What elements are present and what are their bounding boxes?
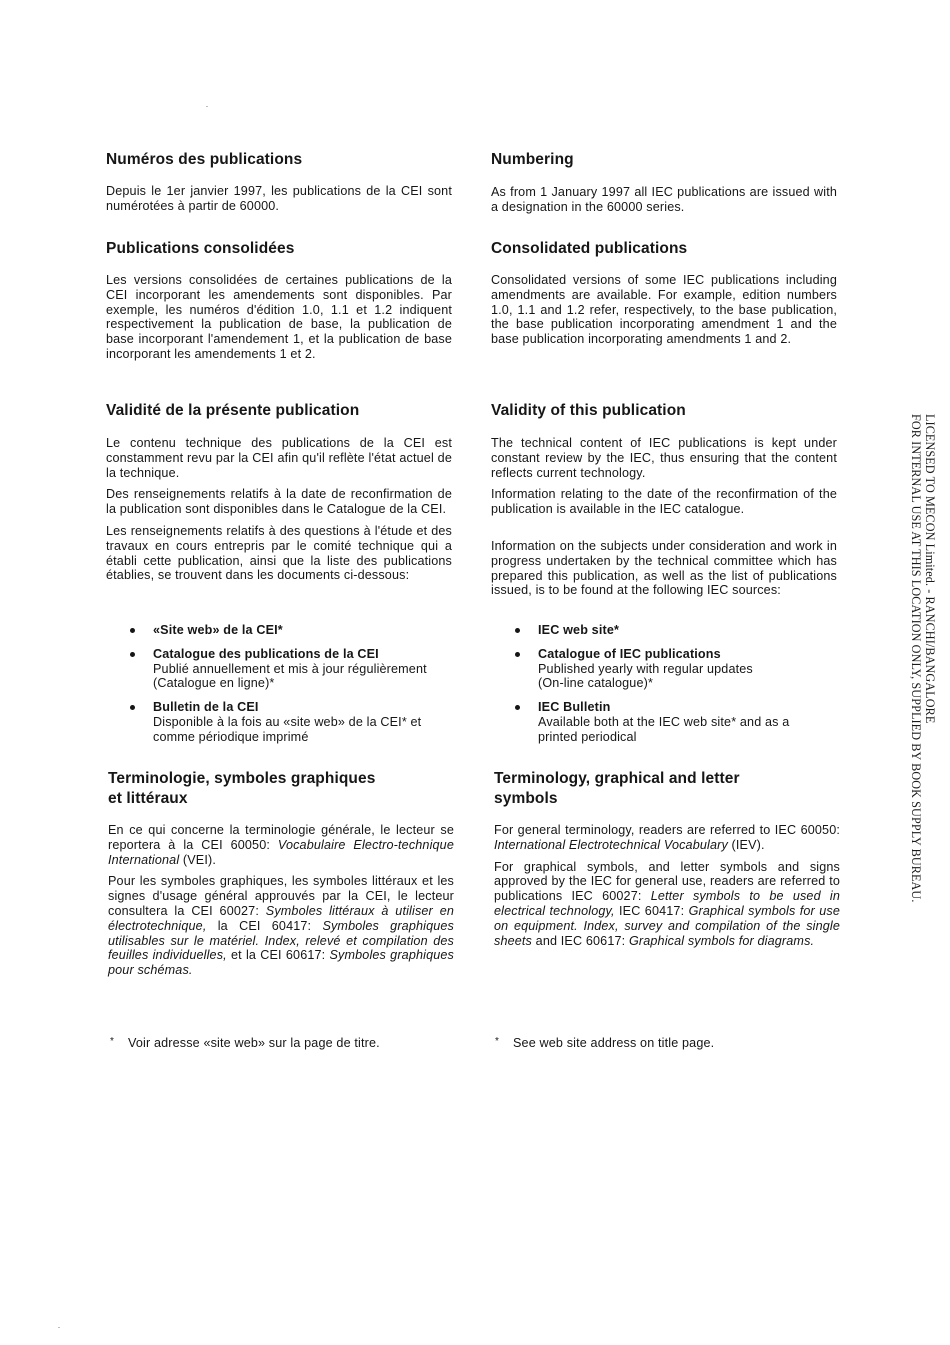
en-consolidated-text: Consolidated versions of some IEC publications including amendments are available. For example, edition numbers 1.0, 1.1 and 1.2 refer, respectively, to the base publication, the base publication incorporating amendment 1 and the base publication incorporating amendments 1 and 2. [491,273,837,347]
bullet-dot [515,705,520,710]
en-terminology-heading [494,769,840,809]
fr-footnote [110,1034,456,1051]
fr-validity-heading: Validité de la présente publication [106,402,360,419]
list-item [491,700,837,744]
scan-speck [206,106,208,107]
en-term-p1-c: (IEV). [727,837,765,852]
fr-source-desc: comme périodique imprimé [153,729,309,744]
en-validity-section [491,401,837,421]
en-sources-list [491,623,837,745]
en-footnote-text: See web site address on title page. [513,1036,715,1050]
fr-consolidated-section [106,239,452,259]
en-term-p2-a: For graphical symbols, and letter symbols and signs approved by the IEC for general use, readers are referred to publications IEC 60027: [494,859,840,904]
fr-term-p2-b: Symboles littéraux à utiliser en électrotechnique, [108,903,455,933]
list-item [106,700,452,744]
fr-validity-p2: Des renseignements relatifs à la date de reconfirmation de la publication sont disponibles dans le Catalogue de la CEI. [106,487,452,517]
fr-source-desc: (Catalogue en ligne)* [153,676,275,691]
en-numbering-heading: Numbering [491,151,574,168]
en-validity-heading: Validity of this publication [491,402,686,419]
fr-numbering-text: Depuis le 1er janvier 1997, les publications de la CEI sont numérotées à partir de 60000. [106,184,452,213]
fr-source-desc: Publié annuellement et mis à jour régulièrement [153,661,427,676]
en-footnote [495,1034,841,1051]
fr-consolidated-body [106,273,452,362]
bullet-dot [515,628,520,633]
fr-source-desc: Disponible à la fois au «site web» de la CEI* et [153,714,422,729]
en-validity-p2: Information relating to the date of the reconfirmation of the publication is available in the IEC catalogue. [491,487,837,517]
fr-terminology-heading-line2: et littéraux [108,790,188,807]
list-item [491,647,837,691]
en-validity-body [491,436,837,598]
footnote-marker: * [110,1036,115,1047]
en-terminology-heading-line1: Terminology, graphical and letter [494,770,740,787]
fr-validity-p1: Le contenu technique des publications de la CEI est constamment revu par la CEI afin qu'il reflète l'état actuel de la technique. [106,436,452,480]
en-terminology-p1 [494,823,840,853]
en-numbering-body [491,185,837,215]
en-numbering-text: As from 1 January 1997 all IEC publications are issued with a designation in the 60000 series. [491,185,837,214]
license-stamp [890,414,936,974]
en-source-desc: Available both at the IEC web site* and as a [538,714,790,729]
en-term-p2-c: IEC 60417: [614,903,689,918]
english-column [491,0,840,1100]
fr-numbering-section [106,150,452,170]
en-term-p2-b: Letter symbols to be used in electrical technology, [494,889,840,918]
en-source-title: Catalogue of IEC publications [538,646,721,661]
en-consolidated-body [491,273,837,347]
en-terminology-heading-line2: symbols [494,790,558,807]
fr-term-p2-e: et la CEI 60617: [226,948,330,963]
scan-speck [58,1327,60,1328]
fr-term-p2-c: la CEI 60417: [206,918,323,933]
fr-term-p2-d: Symboles graphiques utilisables sur le matériel. Index, relevé et compilation des feuilles individuelles, [108,918,454,963]
list-item [491,623,837,638]
en-terminology-p2 [494,860,840,949]
en-term-p1-a: For general terminology, readers are referred to IEC 60050: [494,823,840,837]
footnote-marker: * [495,1036,500,1047]
en-validity-p1: The technical content of IEC publications is kept under constant review by the IEC, thus ensuring that the content reflects current technology. [491,436,837,480]
bullet-dot [515,652,520,657]
fr-validity-body [106,436,452,583]
en-consolidated-heading: Consolidated publications [491,240,688,257]
fr-terminology-p1 [108,823,454,867]
fr-numbering-body [106,184,452,214]
en-validity-p3: Information on the subjects under consideration and work in progress undertaken by the technical committee which has prepared this publication, as well as the list of publications issued, is to be found at the following IEC sources: [491,538,837,598]
fr-term-p2-a: Pour les symboles graphiques, les symboles littéraux et les signes d'usage général approuvés par la CEI, le lecteur consultera la CEI 60027: [108,874,454,918]
en-term-p1-b: International Electrotechnical Vocabulary [494,837,728,852]
fr-terminology-section [108,769,454,809]
en-source-desc: printed periodical [538,729,637,744]
en-term-p2-f: Graphical symbols for diagrams. [628,933,815,948]
en-consolidated-section [491,239,837,259]
fr-sources-list [106,623,452,745]
en-numbering-section [491,150,837,170]
fr-term-p1-c: (VEI). [179,852,216,867]
en-term-p2-e: and IEC 60617: [532,933,629,948]
french-column [106,0,455,1100]
fr-validity-section [106,401,452,421]
fr-term-p1-b: Vocabulaire Electro-technique International [108,837,454,867]
fr-term-p1-a: En ce qui concerne la terminologie générale, le lecteur se reportera à la CEI 60050: [108,823,454,852]
fr-terminology-body [108,823,454,978]
list-item [106,647,452,691]
bullet-dot [130,628,135,633]
fr-terminology-heading-line1: Terminologie, symboles graphiques [108,770,376,787]
license-stamp-line1: LICENSED TO MECON Limited. - RANCHI/BANGALORE [923,414,937,724]
fr-terminology-p2 [108,874,454,978]
en-source-desc: Published yearly with regular updates [538,661,753,676]
en-source-desc: (On-line catalogue)* [538,676,654,691]
en-source-title: IEC web site* [538,623,620,637]
fr-footnote-text: Voir adresse «site web» sur la page de titre. [128,1036,380,1050]
fr-terminology-heading [108,769,454,809]
fr-numbering-heading: Numéros des publications [106,151,303,168]
fr-consolidated-text: Les versions consolidées de certaines publications de la CEI incorporant les amendements sont disponibles. Par exemple, les numéros d'édition 1.0, 1.1 et 1.2 indiquent respectivement la publication de base, la publication de base incorporant l'amendement 1, et la publication de base incorporant les amendements 1 et 2. [106,273,452,361]
en-terminology-body [494,823,840,948]
fr-source-title: Bulletin de la CEI [153,700,259,715]
fr-term-p2-f: Symboles graphiques pour schémas. [108,948,454,978]
fr-source-title: «Site web» de la CEI* [153,623,283,637]
license-stamp-line2: FOR INTERNAL USE AT THIS LOCATION ONLY, SUPPLIED BY BOOK SUPPLY BUREAU. [909,414,924,903]
fr-consolidated-heading: Publications consolidées [106,240,295,257]
en-source-title: IEC Bulletin [538,700,611,715]
fr-source-title: Catalogue des publications de la CEI [153,646,379,661]
fr-validity-p3: Les renseignements relatifs à des questions à l'étude et des travaux en cours entrepris par le comité technique qui a établi cette publication, ainsi que la liste des publications établies, se trouvent dans les documents ci-dessous: [106,523,452,583]
list-item [106,623,452,638]
en-term-p2-d: Graphical symbols for use on equipment. Index, survey and compilation of the single sheets [494,903,840,948]
bullet-dot [130,705,135,710]
bullet-dot [130,652,135,657]
en-terminology-section [494,769,840,809]
